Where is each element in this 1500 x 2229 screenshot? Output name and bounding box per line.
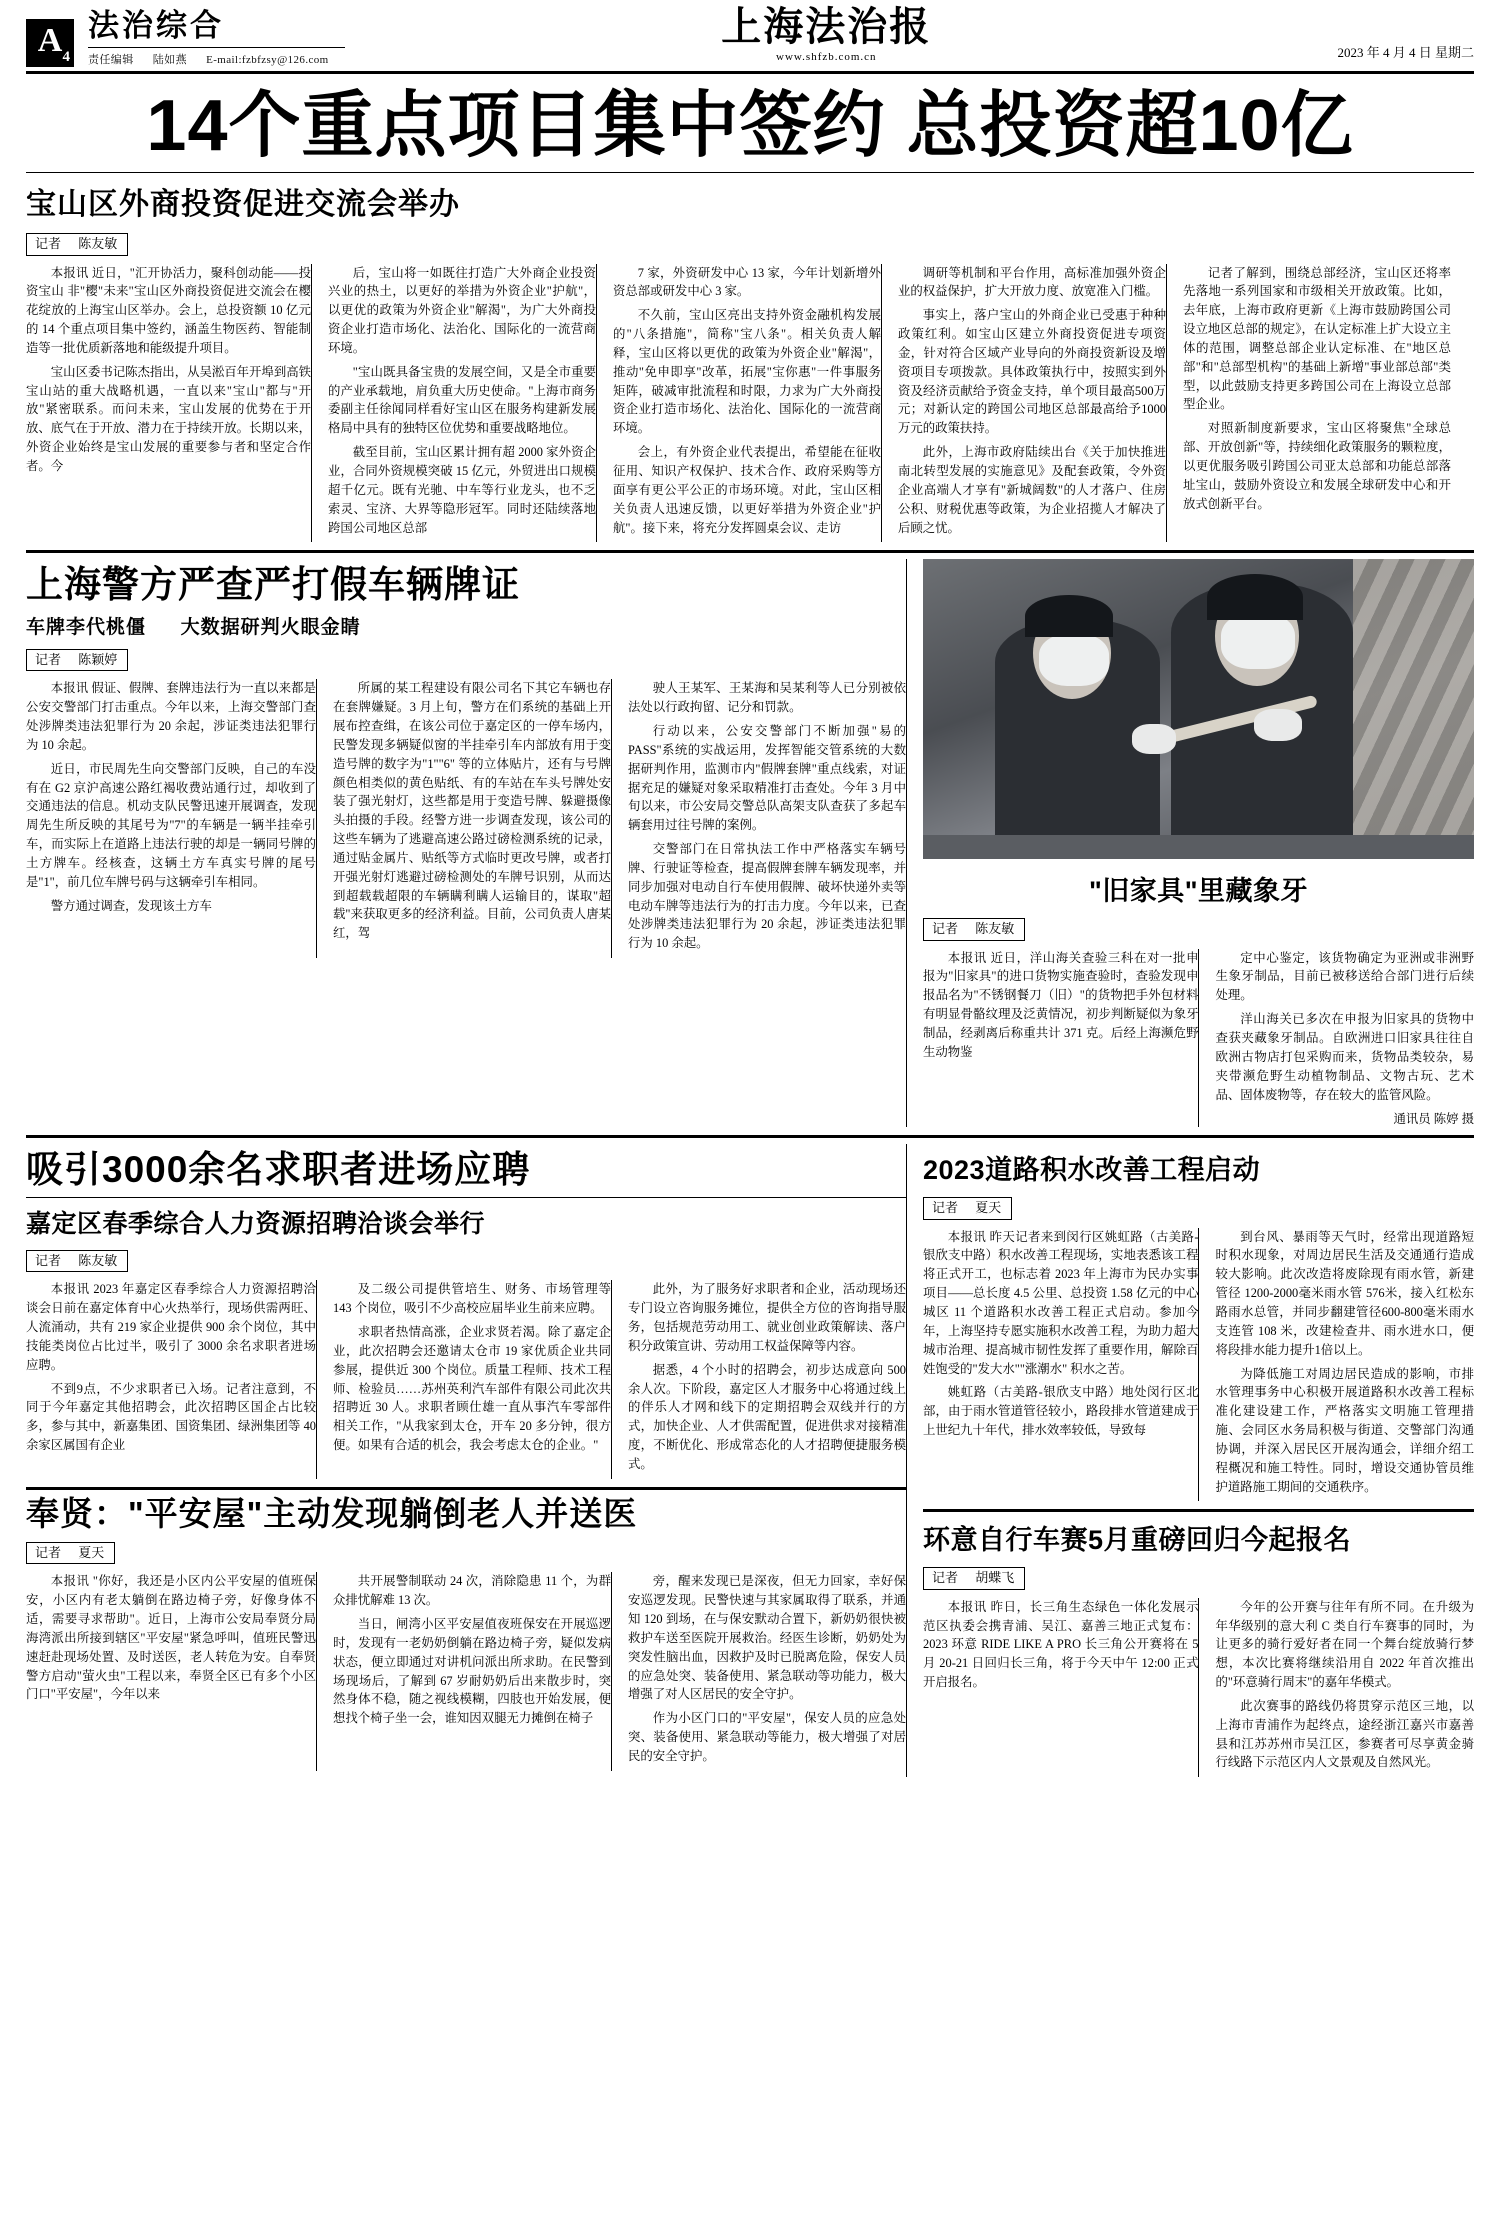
byline-name: 夏天 — [78, 1545, 105, 1561]
paragraph: 7 家，外资研发中心 13 家，今年计划新增外资总部或研发中心 3 家。 — [613, 265, 881, 299]
paragraph: 洋山海关已多次在申报为旧家具的货物中查获夹藏象牙制品。自欧洲进口旧家具往往自欧洲古物店打包采购而来，货物品类较杂，易夹带濒危野生动植物制品、文物古玩、艺术品、固体废物等，存在较大的监管风险。 — [1215, 1012, 1474, 1102]
ivory-byline — [923, 918, 1025, 940]
water-columns — [923, 1228, 1474, 1502]
paragraph: 共开展警制联动 24 次，消除隐患 11 个，为群众排忧解难 13 次。 — [333, 1574, 611, 1608]
plates-col-3 — [611, 679, 906, 958]
lower-band — [26, 1144, 1474, 1777]
lead-col-2 — [311, 264, 596, 543]
paragraph: 此外，上海市政府陆续出台《关于加快推进南北转型发展的实施意见》及配套政策，令外资企业高端人才享有"新城阔数"的人才落户、住房公积、财税优惠等政策，为企业招揽人才解决了后顾之忧。 — [898, 445, 1166, 535]
background-crates — [1353, 559, 1474, 859]
bike-columns — [923, 1598, 1474, 1778]
photo-credit: 通讯员 陈婷 摄 — [1393, 1112, 1474, 1127]
byline-label: 记者 — [35, 1253, 62, 1269]
paragraph: 今年的公开赛与往年有所不同。在升级为年华级别的意大利 C 类自行车赛事的同时，为让更多的骑行爱好者在同一个舞台绽放骑行梦想，本次比赛将继续沿用自 2022 年首次推出的"环意骑行周末"的嘉年华模式。 — [1215, 1599, 1474, 1690]
paragraph: 后，宝山将一如既往打造广大外商企业投资兴业的热土，以更好的举措为外资企业"护航"，以更优的政策为外资企业"解渴"，为广大外商投资企业打造市场化、法治化、国际化的一流营商环境。 — [328, 265, 596, 355]
lead-subheadline: 宝山区外商投资促进交流会举办 — [26, 188, 460, 222]
page-badge-letter: A — [37, 22, 63, 59]
plates-byline — [26, 649, 128, 671]
jobfair-byline — [26, 1250, 128, 1272]
lead-col-3 — [596, 264, 881, 543]
byline-name: 陈友敏 — [975, 921, 1015, 937]
byline-name: 胡蝶飞 — [975, 1570, 1015, 1586]
section-block — [88, 10, 345, 67]
customs-inspection-photo — [923, 559, 1474, 859]
paragraph: 此次赛事的路线仍将贯穿示范区三地，以上海市青浦作为起终点，途经浙江嘉兴市嘉善县和江苏苏州市吴江区，参赛者可尽享黄金骑行线路下示范区内人文景观及自然风光。 — [1215, 1698, 1474, 1770]
paragraph: 交警部门在日常执法工作中严格落实车辆号牌、行驶证等检查，提高假牌套牌车辆发现率，并同步加强对电动自行车使用假牌、破坏快递外卖等电动车牌等违法行为的打击力度。今年以来，已查处涉牌类违法犯罪行为 20 余起，涉证类违法犯罪行为 10 余起。 — [628, 842, 906, 951]
pingan-col-2 — [316, 1572, 611, 1770]
ivory-headline: "旧家具"里藏象牙 — [1088, 876, 1309, 907]
bike-byline — [923, 1567, 1025, 1589]
paragraph: 旁，醒来发现已是深夜，但无力回家，幸好保安巡逻发现。民警快速与其家属取得了联系，并通知 120 到场，在与保安默动合置下，新奶奶很快被救护车送至医院开展救治。经医生诊断，奶奶处为突发性脑出血，因救护及时已脱离危险，保安人员的应急处突、装备使用、紧急联动等功能力，极大增强了对人区居民的安全守护。 — [628, 1574, 906, 1702]
byline-label: 记者 — [932, 1200, 959, 1216]
divider — [26, 550, 1474, 553]
paragraph: 本报讯 近日，洋山海关查验三科在对一批申报为"旧家具"的进口货物实施查验时，查验发现申报品名为"不锈钢餐刀（旧）"的货物把手外包材料有明显骨骼纹理及泛黄情况，初步判断疑似为象牙制品，经剥离后称重共计 371 克。后经上海濒危野生动物鉴 — [923, 950, 1199, 1059]
water-col-2 — [1198, 1228, 1474, 1502]
uniform-cap-right — [1207, 574, 1303, 620]
byline-label: 记者 — [35, 652, 62, 668]
paragraph: 不到9点，不少求职者已入场。记者注意到，不同于今年嘉定其他招聘会，此次招聘区国企占比较多，参与其中，新嘉集团、国资集团、绿洲集团等 40 余家区属国有企业 — [26, 1381, 316, 1453]
byline-label: 记者 — [932, 1570, 959, 1586]
paper-url[interactable]: www.shfzb.com.cn — [776, 51, 877, 63]
divider — [26, 1135, 1474, 1138]
pingan-byline — [26, 1542, 115, 1564]
plates-headline: 上海警方严查严打假车辆牌证 — [26, 564, 520, 606]
floor — [923, 835, 1474, 859]
paragraph: 定中心鉴定，该货物确定为亚洲或非洲野生象牙制品，目前已被移送给合部门进行后续处理。 — [1215, 950, 1474, 1003]
paragraph: 本报讯 假证、假牌、套牌违法行为一直以来都是公安交警部门打击重点。今年以来，上海交警部门查处涉牌类违法犯罪行为 20 余起，涉证类违法犯罪行为 10 余起。 — [26, 681, 316, 752]
bike-col-1 — [923, 1598, 1198, 1778]
paper-title-wrap — [369, 6, 1284, 63]
paragraph: 近日，市民周先生向交警部门反映，自己的车没有在 G2 京沪高速公路红褐收费站通行过，却收到了交通违法的信息。机动支队民警迅速开展调查，发现周先生所反映的其尾号为"7"的车辆是一辆半挂牵引车，而实际上在道路上违法行驶的却是一辆同号牌的土方牌车。经核查，这辆土方车真实号牌的尾号是"1"，前几位车牌号码与这辆牵引车相同。 — [26, 761, 316, 889]
paragraph: 本报讯 "你好，我还是小区内公平安屋的值班保安，小区内有老太躺倒在路边椅子旁，好像身体不适，需要寻求帮助"。近日，上海市公安局奉贤分局海湾派出所接到辖区"平安屋"紧急呼叫，值班民警迅速赶赴现场处置、及时送医，老人转危为安。自奉贤警方启动"萤火虫"工程以来，奉贤全区已有多个小区门口"平安屋"，今年以来 — [26, 1574, 316, 1702]
byline-label: 记者 — [932, 921, 959, 937]
pingan-headline: 奉贤："平安屋"主动发现躺倒老人并送医 — [26, 1494, 638, 1532]
paragraph: 事实上，落户宝山的外商企业已受惠于种种政策红利。如宝山区建立外商投资促进专项资金，针对符合区域产业导向的外商投资新设及增资项目专项拨款。具体政策执行中，按照实到外资及经济贡献给予资金支持，单个项目最高500万元；对新认定的跨国公司地区总部最高给予1000万元的政策扶持。 — [898, 308, 1166, 436]
paragraph: 截至目前，宝山区累计拥有超 2000 家外资企业，合同外资规模突破 15 亿元，外贸进出口规模超千亿元。既有光驰、中车等行业龙头，也不乏索灵、宝济、大界等隐形冠军。同时还陆续落地跨国公司地区总部 — [328, 445, 596, 535]
paragraph: 据悉，4 个小时的招聘会，初步达成意向 500 余人次。下阶段，嘉定区人才服务中心将通过线上的伴乐人才网和线下的定期招聘会双线并行的方式，加快企业、人才供需配置，促进供求对接精准度，不断优化、形成常态化的人才招聘便捷服务模式。 — [628, 1362, 906, 1471]
water-col-1 — [923, 1228, 1198, 1502]
paragraph: 记者了解到，围绕总部经济，宝山区还将率先落地一系列国家和市级相关开放政策。比如，去年底，上海市政府更新《上海市鼓励跨国公司设立地区总部的规定》，在认定标准上扩大设立主体的范围，调整总部企业认定标准、在"地区总部"和"总部型机构"的基础上新增"事业部总部"类型，以此鼓励支持更多跨国公司在上海设立总部型企业。 — [1183, 265, 1451, 412]
bike-col-2 — [1198, 1598, 1474, 1778]
ivory-columns — [923, 949, 1474, 1128]
paragraph: 本报讯 2023 年嘉定区春季综合人力资源招聘洽谈会日前在嘉定体育中心火热举行，现场供需两旺、人流涌动，共有 219 家企业提供 900 余个岗位，其中技能类岗位占比过半，吸引了 3000 余名求职者进场应聘。 — [26, 1282, 316, 1372]
byline-label: 记者 — [35, 236, 62, 252]
glove-right — [1254, 709, 1302, 741]
water-byline — [923, 1197, 1012, 1219]
paragraph: 及二级公司提供管培生、财务、市场管理等 143 个岗位，吸引不少高校应届毕业生前来应聘。 — [333, 1282, 611, 1316]
byline-label: 记者 — [35, 1545, 62, 1561]
jobfair-columns — [26, 1280, 906, 1478]
paragraph: 本报讯 昨天记者来到闵行区姚虹路（古美路-银欣支中路）积水改善工程现场，实地表悉该工程将正式开工，也标志着 2023 年上海市为民办实事项目——总长度 4.5 公里、总投资 1.58 亿元的中心城区 11 个道路积水改善工程正式启动。参加今年，上海坚持专愿实施积水改善工程，为助力超大城市治理、提高城市韧性发挥了重要作用，解除百姓饱受的"发大水""涨潮水" 积水之苦。 — [923, 1229, 1199, 1376]
lead-col-5 — [1166, 264, 1451, 543]
ivory-col-1 — [923, 949, 1198, 1128]
byline-name: 陈友敏 — [78, 1253, 118, 1269]
pingan-col-1 — [26, 1572, 316, 1770]
jobfair-col-1 — [26, 1280, 316, 1478]
ivory-col-2 — [1198, 949, 1474, 1128]
photo-story — [906, 559, 1474, 1127]
plates-subheadline-b: 大数据研判火眼金睛 — [180, 617, 361, 639]
paragraph: 本报讯 近日，"汇开协活力，聚科创动能——投资宝山 非"樱"未来"宝山区外商投资促进交流会在樱花绽放的上海宝山区举办。会上，总投资额 10 亿元的 14 个重点项目集中签约，涵盖生物医药、智能制造等一批优质新落地和能级提升项目。 — [26, 265, 311, 355]
paragraph: 宝山区委书记陈杰指出，从吴淞百年开埠到高铁宝山站的重大战略机遇，一直以来"宝山"都与"开放"紧密联系。而问未来，宝山发展的优势在于开放、底气在于开放、潜力在于持续开放。长期以来，外资企业始终是宝山发展的重要参与者和坚定合作者。今 — [26, 364, 311, 473]
paragraph: 对照新制度新要求，宝山区将聚焦"全球总部、开放创新"等，持续细化政策服务的颗粒度，以更优服务吸引跨国公司亚太总部和功能总部落址宝山，鼓励外资设立和发展全球研发中心和开放式创新平台。 — [1183, 421, 1451, 511]
lead-byline — [26, 233, 128, 255]
pingan-col-3 — [611, 1572, 906, 1770]
masthead — [26, 0, 1474, 74]
paragraph: 警方通过调查，发现该土方车 — [50, 898, 212, 913]
page-badge-number: 4 — [62, 49, 70, 65]
paragraph: 为降低施工对周边居民造成的影响，市排水管理事务中心积极开展道路积水改善工程标准化建设建工作，严格落实文明施工管理措施、会同区水务局积极与街道、交警部门沟通协调，并深入居民区开展沟通会，详细介绍工程概况和施工特性。同时，增设交通协管员维护道路施工期间的交通秩序。 — [1215, 1366, 1474, 1494]
uniform-cap-left — [1025, 595, 1113, 637]
paragraph: 当日，闸湾小区平安屋值夜班保安在开展巡逻时，发现有一老奶奶倒躺在路边椅子旁，疑似发病状态，便立即通过对讲机问派出所求助。在民警到场现场后，了解到 67 岁耐奶奶后出来散步时，突然身体不稳，随之视线模糊，四肢也开始发展，便想找个椅子坐一会，谁知因双腿无力摊倒在椅子 — [333, 1616, 611, 1726]
paper-title: 上海法治报 — [721, 4, 932, 49]
paragraph: 到台风、暴雨等天气时，经常出现道路短时积水现象，对周边居民生活及交通通行造成较大影响。此次改造将废除现有雨水管，新建管径 1200-2000毫米雨水管 576米，接入红松东路雨水总管，并同步翻建管径600-800毫米雨水支连管 108 米，改建检查井、雨水进水口，便将段排水能力提升1倍以上。 — [1215, 1229, 1474, 1357]
publication-date: 2023 年 4 月 4 日 星期二 — [1337, 45, 1474, 60]
byline-name: 夏天 — [975, 1200, 1002, 1216]
paragraph: 作为小区门口的"平安屋"，保安人员的应急处突、装备使用、紧急联动等能力，极大增强了对居民的安全守护。 — [628, 1711, 906, 1763]
paragraph: 所属的某工程建设有限公司名下其它车辆也存在套牌嫌疑。3 月上旬，警方在们系统的基础上开展布控查缉，在该公司位于嘉定区的一停车场内，民警发现多辆疑似窗的半挂牵引车内部放有用于变造号牌的数字为"1""6" 等的立体贴片，还有与号牌颜色相类似的黄色贴纸、有的车站在车头号牌处安装了强光射灯，这些都是用于变造号牌、躲避摄像头拍摄的手段。经警方进一步调查发现，该公司的这些车辆为了逃避高速公路过磅检测系统的记录，通过贴金属片、贴纸等方式临时更改号牌，或者打开强光射灯逃避过磅检测处的车牌号识别，从而达到超载载超限的车辆瞒利瞒人运输目的，谋取"超载"来获取更多的经济利益。目前，公司负责人唐某红，驾 — [333, 681, 611, 941]
editor-label: 责任编辑 — [88, 54, 134, 66]
jobfair-col-2 — [316, 1280, 611, 1478]
divider — [923, 1509, 1474, 1512]
glove-left — [1132, 724, 1176, 754]
divider — [26, 1197, 906, 1198]
plates-subheadline-a: 车牌李代桃僵 — [26, 617, 147, 639]
lead-headline: 14个重点项目集中签约 总投资超10亿 — [146, 86, 1354, 166]
paragraph: 调研等机制和平台作用，高标准加强外资企业的权益保护，扩大开放力度、放宽准入门槛。 — [898, 265, 1166, 299]
water-headline: 2023道路积水改善工程启动 — [923, 1155, 1261, 1186]
paragraph: 驶人王某军、王某海和吴某利等人已分别被依法处以行政拘留、记分和罚款。 — [628, 681, 906, 715]
divider — [26, 1487, 906, 1490]
section-title: 法治综合 — [88, 8, 224, 43]
jobfair-headline: 吸引3000余名求职者进场应聘 — [26, 1149, 531, 1191]
paragraph: "宝山既具备宝贵的发展空间，又是全市重要的产业承载地，肩负重大历史使命。"上海市商务委副主任徐闻同样看好宝山区在服务构建新发展格局中具有的独特区位优势和重要战略地位。 — [328, 364, 596, 436]
paragraph: 行动以来，公安交警部门不断加强"易的 PASS"系统的实战运用，发挥智能交管系统的大数据研判作用，监测市内"假牌套牌"重点线索，对证据充足的嫌疑对象采取精准打击查处。今年 3 月中旬以来，市公安局交警总队高架支队查获了多起车辆套用过往号牌的案例。 — [628, 724, 906, 833]
paragraph: 求职者热情高涨，企业求贤若渴。除了嘉定企业，此次招聘会还邀请太仓市 19 家优质企业共同参展，提供近 300 个岗位。质量工程师、技术工程师、检验员……苏州英利汽车部件有限公司此次共招聘近 30 人。求职者顾仕雄一直从事汽车零部件相关工作，"从我家到太仓，开车 20 多分钟，很方便。如果有合适的机会，我会考虑太仓的企业。" — [333, 1325, 611, 1453]
plates-story — [26, 559, 906, 1127]
byline-name: 陈颖婷 — [78, 652, 118, 668]
plates-columns — [26, 679, 906, 958]
plates-subheadline — [26, 612, 906, 639]
pingan-columns — [26, 1572, 906, 1770]
editor-email: E-mail:fzbfzsy@126.com — [206, 54, 329, 66]
plates-col-2 — [316, 679, 611, 958]
bike-headline: 环意自行车赛5月重磅回归今起报名 — [923, 1525, 1352, 1556]
jobfair-subheadline: 嘉定区春季综合人力资源招聘洽谈会举行 — [26, 1210, 486, 1239]
paragraph: 会上，有外资企业代表提出，希望能在征收征用、知识产权保护、技术合作、政府采购等方面享有更公平公正的市场环境。对此，宝山区相关负责人迅速反馈，以更好举措为外资企业"护航"。接下来，将充分发挥圆桌会议、走访 — [613, 445, 881, 535]
lead-col-1 — [26, 264, 311, 543]
byline-name: 陈友敏 — [78, 236, 118, 252]
lower-left — [26, 1144, 906, 1777]
lead-col-4 — [881, 264, 1166, 543]
plates-col-1 — [26, 679, 316, 958]
middle-band — [26, 559, 1474, 1127]
divider — [26, 172, 1474, 173]
face-mask-left — [1039, 634, 1109, 686]
lower-right — [906, 1144, 1474, 1777]
page-number-badge — [26, 19, 74, 67]
face-mask-right — [1221, 613, 1295, 669]
jobfair-col-3 — [611, 1280, 906, 1478]
editor-name: 陆如燕 — [152, 54, 187, 66]
paragraph: 姚虹路（古美路-银欣支中路）地处闵行区北部，由于雨水管道管径较小，路段排水管道建成于上世纪九十年代，排水效率较低，导致每 — [923, 1385, 1199, 1438]
paragraph: 此外，为了服务好求职者和企业，活动现场还专门设立咨询服务摊位，提供全方位的咨询指导服务，包括规范劳动用工、就业创业政策解读、落户积分政策宣讲、劳动用工权益保障等内容。 — [628, 1282, 906, 1353]
lead-columns — [26, 264, 1474, 543]
paragraph: 本报讯 昨日，长三角生态绿色一体化发展示范区执委会携青浦、吴江、嘉善三地正式复布：2023 环意 RIDE LIKE A PRO 长三角公开赛将在 5 月 20-21 日回归长三角，将于今天中午 12:00 正式开启报名。 — [923, 1599, 1199, 1690]
section-meta — [88, 47, 345, 67]
paragraph: 不久前，宝山区亮出支持外资金融机构发展的"八条措施"，简称"宝八条"。相关负责人解释，宝山区将以更优的政策为外资企业"解渴"，推动"免申即享"改革，拓展"宝你惠"一件事服务矩阵，破减审批流程和时限，力求为广大外商投资企业打造市场化、法治化、国际化的一流营商环境。 — [613, 308, 881, 436]
